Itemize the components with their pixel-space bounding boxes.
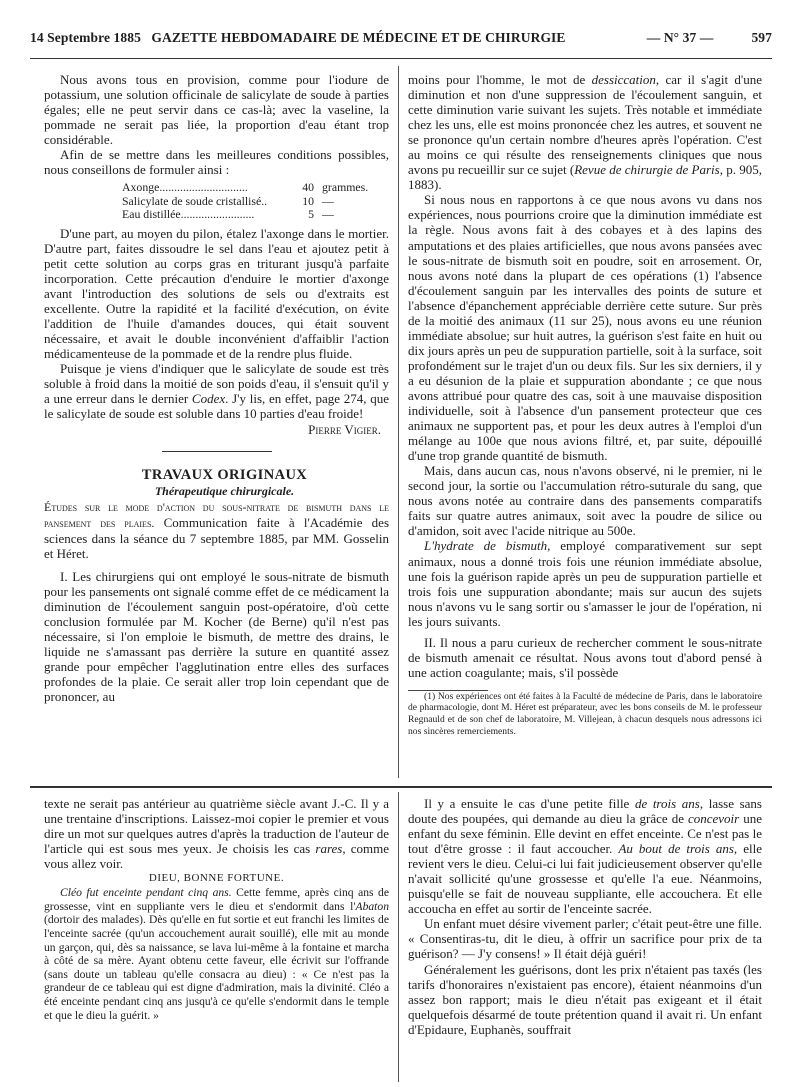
column-divider: [398, 792, 399, 1082]
header-date: 14 Septembre 1885: [30, 30, 141, 45]
section-title: TRAVAUX ORIGINAUX: [141, 467, 308, 484]
recipe-row: Axonge.............................. 40 grammes.: [122, 180, 369, 195]
paragraph: moins pour l'homme, le mot de dessiccation, car il s'agit d'une diminution et non d'une suppression de l'écoulement sanguin, et cette diminution varie suivant les sujets. Très notable et immédiate chez les uns, elle est moins prononcée chez les autres, et souvent ne se prononce qu'un certain nombre d'heures après l'opération. C'est au moins ce qui résulte des renseignements cliniques que nous avons pu recueillir sur ce sujet (Revue de chirurgie de Paris, p. 905, 1883).: [408, 72, 763, 193]
running-header: [30, 30, 772, 50]
paragraph: Nous avons tous en provision, comme pour l'iodure de potassium, une solution officinale de salicylate de soude à parties égales; elle ne peut servir dans ce cas-là; avec la vaseline, la pommade ne serait pas liée, la proportion d'eau étant trop considérable.: [44, 72, 389, 148]
paragraph: D'une part, au moyen du pilon, étalez l'axonge dans le mortier. D'autre part, faites dissoudre le sel dans l'eau et ajoutez petit à petit cette solution au corps gras en triturant jusqu'à parfaite incorporation. Cette précaution d'enduire le mortier d'axonge avant l'introduction des solutions de sels ou d'extraits est excellente. Outre la rapidité et la facilité d'exécution, on évite l'addition de l'huile d'amandes douces, qui était souvent nécessaire, et avait le double inconvénient d'affaiblir l'action médicamenteuse de la pommade et de la rendre plus fluide.: [44, 225, 389, 362]
column-divider: [398, 66, 399, 778]
signature: Pierre Vigier.: [308, 422, 381, 438]
paragraph: Cléo fut enceinte pendant cinq ans. Cette femme, après cinq ans de grossesse, vint en suppliante vers le dieu et s'endormit dans l'Abaton (dortoir des malades). Dès qu'elle en fut sortie et eut franchi les limites de l'enceinte sacrée (qu'un accouchement aurait souillé), elle mit au monde un garçon, qui, dès sa naissance, se lava lui-même à la fontaine et marcha à côté de sa mère. Ayant obtenu cette faveur, elle écrivit sur l'offrande (sans doute un tableau qu'elle consacra au dieu) : « Ce n'est pas la grandeur de ce tableau qui est digne d'admiration, mais la divinité. Cléo a été enceinte pendant cinq ans jusqu'à ce qu'elle s'endormit dans le temple et que le dieu la guérit. »: [44, 886, 389, 1022]
page-split-rule: [30, 786, 772, 788]
paragraph: I. Les chirurgiens qui ont employé le sous-nitrate de bismuth pour les pansements ont signalé comme effet de ce médicament la diminution de l'écoulement sanguin post-opératoire, d'où cette conclusion formulée par M. Kocher (de Berne) qu'il n'est pas nécessaire, si l'on emploie le bismuth, de mettre des drains, le liquide ne s'amassant pas derrière la suture en quantité assez grande pour empêcher l'agglutination entre elles des surfaces profondes de la plaie. Ce serait aller trop loin cependant que de prononcer, au: [44, 568, 389, 705]
paragraph: Puisque je viens d'indiquer que le salicylate de soude est très soluble à froid dans la moitié de son poids d'eau, il s'ensuit qu'il y a une erreur dans le dernier Codex. J'y lis, en effet, page 274, que le salicylate de soude est soluble dans 10 parties d'eau froide!: [44, 361, 389, 422]
section-divider: [162, 451, 272, 452]
header-right: [647, 30, 772, 46]
right-column-bottom: [408, 796, 762, 1037]
paragraph: Il y a ensuite le cas d'une petite fille de trois ans, lasse sans doute des poupées, qui demande au dieu la grâce de concevoir une enfant du sexe féminin. Elle devint en effet enceinte. Ce n'est pas le tout d'être grosse : il faut accoucher. Au bout de trois ans, elle revient vers le dieu. Celui-ci lui fait judicieusement observer qu'elle n'avait sollicité qu'une grossesse et qu'elle l'a eue. Néanmoins, puisqu'elle se fait de nouveau suppliante, elle accouchera. Et elle accoucha en effet au sortir de l'enceinte sacrée.: [408, 796, 762, 917]
paragraph: II. Il nous a paru curieux de rechercher comment le sous-nitrate de bismuth amenait ce résultat. Nous avons tout d'abord pensé à une action coagulante; mais, s'il possède: [408, 634, 762, 680]
inscription-heading: DIEU, BONNE FORTUNE.: [148, 872, 285, 885]
issue-number: — N° 37 —: [646, 30, 714, 45]
footnote: (1) Nos expériences ont été faites à la Faculté de médecine de Paris, dans le laboratoire de pharmacologie, dont M. Héret est préparateur, avec les bons conseils de M. le professeur Regnauld et de son chef de laboratoire, M. Villejean, à chacun desquels nous adressons ici nos sincères remerciements.: [408, 690, 762, 737]
recipe-row: Salicylate de soude cristallisé.. 10 —: [122, 193, 334, 208]
header-title: GAZETTE HEBDOMADAIRE DE MÉDECINE ET DE CHIRURGIE: [151, 30, 566, 45]
paragraph: Mais, dans aucun cas, nous n'avons observé, ni le premier, ni le second jour, la sortie ou l'accumulation rétro-suturale du sang, que nous avons notée au contraire dans des pansements comparatifs faits sur quatre autres animaux, soit avec la poudre de silice ou d'amidon, soit avec l'acide nitrique au 500e.: [408, 463, 762, 539]
recipe-formula: [122, 181, 389, 222]
paragraph: Généralement les guérisons, dont les prix n'étaient pas taxés (les tarifs d'honoraires n'existaient pas encore), étaient néanmoins d'un assez bon rapport; mais le dieu n'était pas exigeant et il était quelquefois désarmé de toute prétention quand il avait ri. Un enfant d'Epidaure, Euphanès, souffrait: [408, 961, 762, 1037]
paragraph: L'hydrate de bismuth, employé comparativement sur sept animaux, nous a donné trois fois une réunion immédiate absolue, une fois la guérison rapide après un peu de suppuration partielle et trois fois une suppuration abondante; mais sur aucun des sujets nous n'avons vu le sang sortir ou s'amasser le jour de l'opération, ni les jours suivants.: [408, 538, 762, 629]
paragraph: Afin de se mettre dans les meilleures conditions possibles, nous conseillons de formuler ainsi :: [44, 147, 389, 178]
header-rule: [30, 58, 772, 59]
left-column-top: [44, 72, 389, 704]
page-number: 597: [751, 30, 772, 45]
paragraph: Si nous nous en rapportons à ce que nous avons vu dans nos expériences, nous pourrions croire que la diminution immédiate est la règle. Nous avons fait à des cobayes et à des lapins des amputations et des plaies artificielles, que nous avons pansées avec le sous-nitrate de bismuth soit en poudre, soit en arrosement. Or, nous avons noté dans la plupart de ces opérations (1) l'absence d'écoulement sanguin par les intervalles des points de suture et l'absence d'épanchement appréciable derrière cette suture. Sur près de la moitié des animaux (11 sur 25), nous avons eu une réunion immédiate absolue; sur huit autres, la guérison s'est faite en huit ou dix jours après un peu de suppuration partielle, soit à la surface, soit profondément sur le trajet d'un ou deux fils. Sur les six derniers, il y a eu désunion de la plaie et suppuration abondante ; ce que nous avons attribué pour quatre des cas, soit à une mauvaise disposition individuelle, soit à l'absence d'un pansement protecteur que ces animaux ne supportent pas, et pour les deux autres à l'emploi d'un mélange au 100e que nous avions filtré, et, par suite, dépouillé d'une trop grande quantité de bismuth.: [408, 192, 762, 464]
paragraph: Un enfant muet désire vivement parler; c'était peut-être une fille. « Consentiras-tu, dit le dieu, à offrir un sacrifice pour prix de ta guérison? — J'y consens! » Il était déjà guéri!: [408, 916, 762, 962]
section-subtitle: Thérapeutique chirurgicale.: [154, 483, 295, 498]
left-column-bottom: [44, 796, 389, 1022]
article-title: Études sur le mode d'action du sous-nitrate de bismuth dans le pansement des plaies. Communication faite à l'Académie des sciences dans la séance du 7 septembre 1885, par MM. Gosselin et Héret.: [44, 499, 390, 561]
header-left: [30, 30, 566, 46]
recipe-row: Eau distillée......................... 5 —: [122, 207, 334, 222]
paragraph: texte ne serait pas antérieur au quatrième siècle avant J.-C. Il y a une trentaine d'inscriptions. Laissez-moi copier le premier et vous dire un mot sur quelques autres d'après la traduction de l'auteur de l'article qui est sous mes yeux. Je choisis les cas rares, comme vous allez voir.: [44, 796, 390, 872]
right-column-top: [408, 72, 762, 737]
